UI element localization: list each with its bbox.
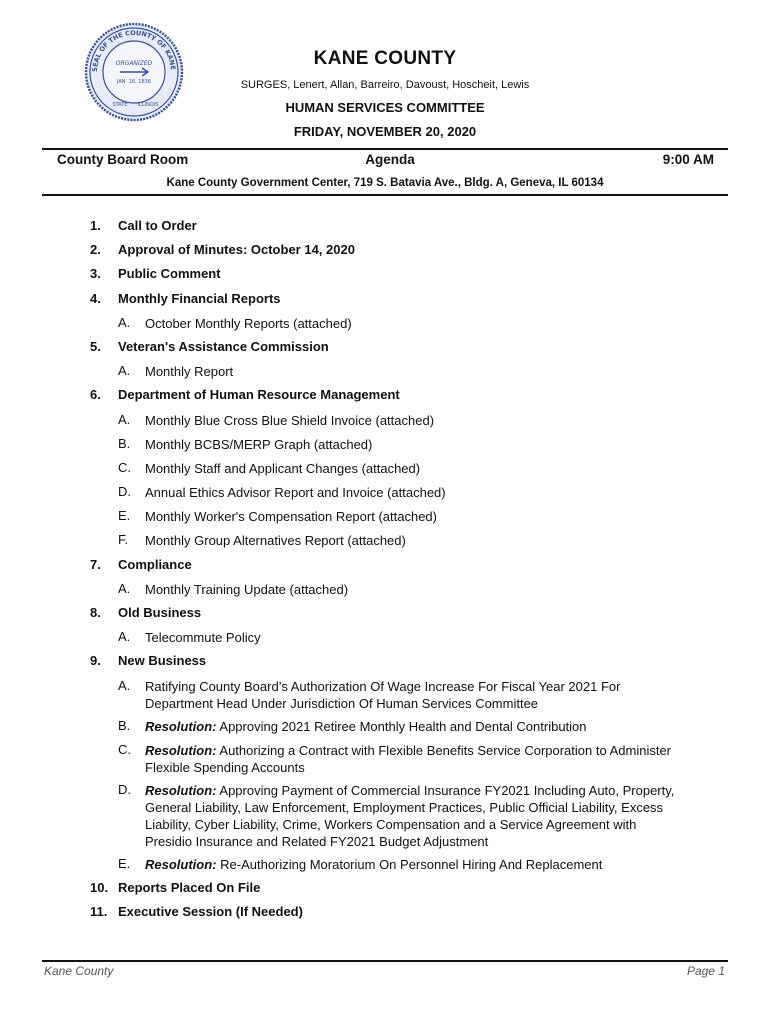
resolution-label: Resolution: bbox=[145, 718, 217, 734]
meeting-date: FRIDAY, NOVEMBER 20, 2020 bbox=[293, 124, 477, 139]
agenda-subitem-text: Re-Authorizing Moratorium On Personnel Hiring And Replacement bbox=[220, 856, 603, 872]
agenda-item bbox=[0, 266, 770, 290]
seal-illinois-text: ILLINOIS bbox=[137, 102, 159, 108]
agenda-item-number: 4. bbox=[90, 290, 101, 306]
agenda-subitem-letter: A. bbox=[118, 677, 131, 693]
agenda-item-number: 8. bbox=[90, 605, 101, 620]
footer-divider bbox=[42, 960, 728, 962]
agenda-subitem-text: Monthly Report bbox=[145, 364, 234, 380]
agenda-subitem bbox=[0, 436, 770, 460]
meeting-time: 9:00 AM bbox=[662, 152, 714, 167]
committee-name: HUMAN SERVICES COMMITTEE bbox=[285, 100, 485, 115]
agenda-item bbox=[0, 242, 770, 266]
agenda-item bbox=[0, 904, 770, 928]
header-divider-top bbox=[42, 148, 728, 150]
seal-date-text: JAN. 16, 1836 bbox=[117, 79, 151, 85]
committee-members: SURGES, Lenert, Allan, Barreiro, Davoust, Hoscheit, Lewis bbox=[240, 79, 530, 91]
agenda-item-number: 10. bbox=[90, 879, 109, 895]
agenda-subitem-letter: C. bbox=[118, 459, 131, 475]
agenda-item-number: 1. bbox=[90, 218, 101, 233]
agenda-item-title: Old Business bbox=[118, 605, 202, 620]
agenda-list bbox=[0, 218, 770, 928]
agenda-subitem bbox=[0, 581, 770, 605]
agenda-item-number: 5. bbox=[90, 338, 101, 354]
agenda-subitem-text: Monthly BCBS/MERP Graph (attached) bbox=[145, 436, 373, 452]
agenda-subitem-letter: B. bbox=[118, 435, 131, 451]
agenda-subitem-text: Approving Payment of Commercial Insurance FY2021 Including Auto, Property, General Liability, Law Enforcement, Employment Practices, Public Official Liability, Excess Liability, Cyber Liability, Crime, Workers Compensation and a Service Agreement with Presidio Insurance and Related FY2021 Budget Adjustment bbox=[145, 782, 675, 849]
agenda-item-title: Call to Order bbox=[118, 218, 197, 233]
agenda-subitem-letter: C. bbox=[118, 741, 131, 757]
agenda-subitem-letter: A. bbox=[118, 411, 131, 427]
agenda-item-number: 7. bbox=[90, 556, 101, 572]
agenda-subitem bbox=[0, 718, 770, 742]
agenda-item-title: Public Comment bbox=[118, 266, 221, 282]
agenda-subitem-text: Monthly Group Alternatives Report (attached) bbox=[145, 533, 406, 549]
agenda-subitem-letter: B. bbox=[118, 717, 131, 733]
agenda-subitem bbox=[0, 363, 770, 387]
agenda-subitem-text: Monthly Staff and Applicant Changes (attached) bbox=[145, 460, 421, 476]
agenda-subitem bbox=[0, 856, 770, 880]
agenda-item-title: Reports Placed On File bbox=[118, 879, 261, 895]
agenda-subitem bbox=[0, 532, 770, 556]
agenda-subitem bbox=[0, 315, 770, 339]
agenda-subitem-letter: F. bbox=[118, 532, 129, 548]
agenda-item-title: Executive Session (If Needed) bbox=[118, 904, 303, 920]
agenda-subitem-letter: A. bbox=[118, 629, 131, 645]
agenda-subitem bbox=[0, 629, 770, 653]
agenda-item-number: 2. bbox=[90, 242, 101, 258]
agenda-item-number: 6. bbox=[90, 387, 101, 403]
agenda-subitem-letter: E. bbox=[118, 855, 131, 871]
agenda-item-title: Monthly Financial Reports bbox=[118, 290, 281, 306]
agenda-item bbox=[0, 653, 770, 677]
agenda-subitem-text: Annual Ethics Advisor Report and Invoice (attached) bbox=[145, 485, 446, 501]
agenda-item bbox=[0, 218, 770, 242]
agenda-item-number: 9. bbox=[90, 653, 101, 669]
agenda-subitem-letter: E. bbox=[118, 508, 131, 524]
agenda-subitem-text: Ratifying County Board’s Authorization Of Wage Increase For Fiscal Year 2021 For Department Head Under Jurisdiction Of Human Services Committee bbox=[145, 678, 621, 711]
seal-state-text: STATE bbox=[112, 102, 128, 108]
agenda-subitem-letter: A. bbox=[118, 363, 131, 379]
agenda-subitem bbox=[0, 412, 770, 436]
seal-ring-text: SEAL OF THE COUNTY OF KANE bbox=[90, 28, 177, 73]
agenda-subitem-letter: A. bbox=[118, 580, 131, 596]
agenda-subitem-text: Monthly Training Update (attached) bbox=[145, 581, 349, 597]
agenda-item bbox=[0, 339, 770, 363]
agenda-subitem-text: Approving 2021 Retiree Monthly Health and Dental Contribution bbox=[219, 718, 587, 734]
agenda-item-title: New Business bbox=[118, 653, 207, 669]
agenda-item bbox=[0, 557, 770, 581]
meeting-address: Kane County Government Center, 719 S. Batavia Ave., Bldg. A, Geneva, IL 60134 bbox=[166, 177, 604, 189]
document-type: Agenda bbox=[365, 152, 415, 167]
agenda-subitem-text: Monthly Blue Cross Blue Shield Invoice (attached) bbox=[145, 412, 435, 428]
agenda-subitem-letter: D. bbox=[118, 484, 131, 500]
meeting-location: County Board Room bbox=[57, 152, 189, 167]
footer-page-number: Page 1 bbox=[686, 964, 725, 978]
agenda-subitem-text: Monthly Worker's Compensation Report (attached) bbox=[145, 509, 437, 525]
agenda-subitem bbox=[0, 742, 770, 782]
agenda-item bbox=[0, 605, 770, 629]
agenda-item-title: Compliance bbox=[118, 556, 192, 572]
agenda-subitem bbox=[0, 460, 770, 484]
agenda-item-title: Approval of Minutes: October 14, 2020 bbox=[118, 242, 355, 258]
agenda-subitem-letter: A. bbox=[118, 314, 131, 330]
agenda-item-number: 3. bbox=[90, 266, 101, 282]
agenda-subitem-text: Telecommute Policy bbox=[145, 630, 261, 646]
header-divider-bottom bbox=[42, 194, 728, 196]
agenda-item bbox=[0, 880, 770, 904]
agenda-subitem bbox=[0, 508, 770, 532]
agenda-subitem bbox=[0, 678, 770, 718]
agenda-item-title: Veteran's Assistance Commission bbox=[118, 338, 329, 354]
agenda-subitem-text: October Monthly Reports (attached) bbox=[145, 315, 352, 331]
page-title: KANE COUNTY bbox=[313, 48, 457, 69]
agenda-subitem bbox=[0, 782, 770, 856]
footer-county-name: Kane County bbox=[44, 964, 114, 978]
resolution-label: Resolution: bbox=[145, 856, 217, 872]
resolution-label: Resolution: bbox=[145, 742, 217, 758]
agenda-subitem-letter: D. bbox=[118, 781, 131, 797]
resolution-label: Resolution: bbox=[145, 782, 217, 798]
agenda-item bbox=[0, 291, 770, 315]
agenda-item bbox=[0, 387, 770, 411]
agenda-subitem-text: Authorizing a Contract with Flexible Benefits Service Corporation to Administer Flexible Spending Accounts bbox=[145, 742, 672, 775]
agenda-item-number: 11. bbox=[90, 904, 108, 920]
seal-organized-text: ORGANIZED bbox=[115, 60, 153, 67]
agenda-item-title: Department of Human Resource Management bbox=[118, 387, 400, 403]
agenda-subitem bbox=[0, 484, 770, 508]
